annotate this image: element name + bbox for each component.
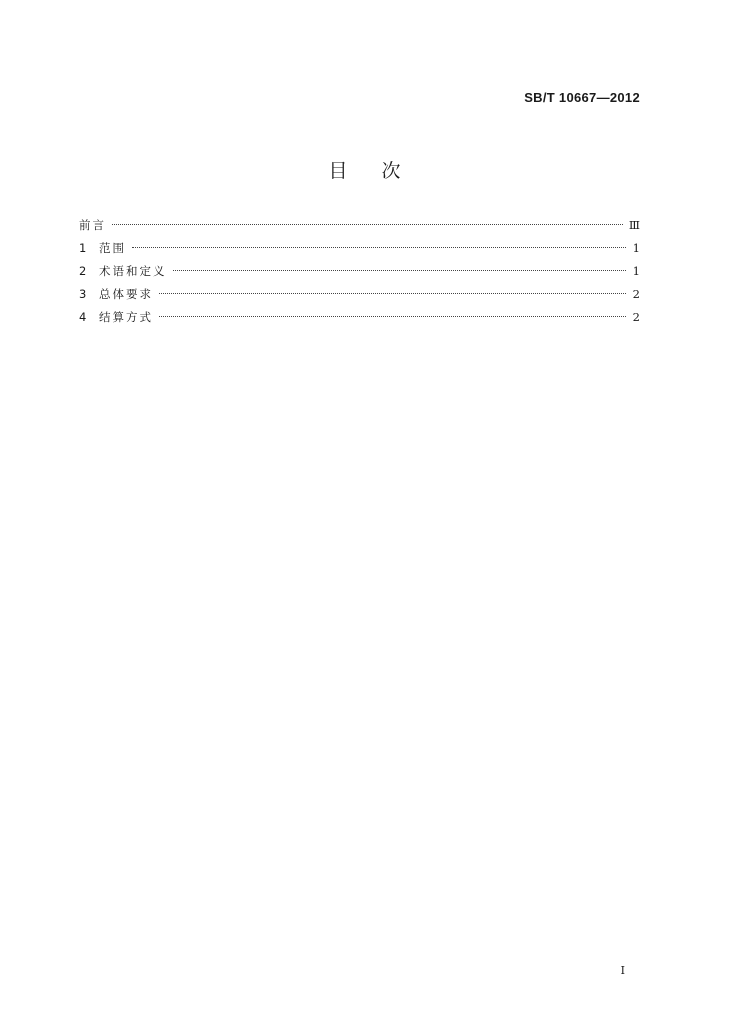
toc-entry-label: 前言	[79, 218, 106, 232]
toc-entry-page: 1	[632, 241, 640, 255]
dot-leader	[173, 270, 627, 271]
toc-entry-scope[interactable]	[79, 237, 640, 260]
toc-entry-page: 2	[632, 310, 640, 324]
toc-entry-number: 2	[79, 264, 87, 278]
table-of-contents	[79, 214, 640, 329]
toc-entry-general-requirements[interactable]	[79, 283, 640, 306]
toc-entry-terms-definitions[interactable]	[79, 260, 640, 283]
standard-number: SB/T 10667—2012	[524, 90, 640, 105]
toc-entry-label: 总体要求	[99, 287, 153, 301]
toc-entry-label: 范围	[99, 241, 126, 255]
toc-entry-settlement-methods[interactable]	[79, 306, 640, 329]
toc-entry-number: 4	[79, 310, 87, 324]
toc-entry-label: 结算方式	[99, 310, 153, 324]
dot-leader	[159, 293, 626, 294]
toc-entry-foreword[interactable]	[79, 214, 640, 237]
page-number: I	[620, 964, 625, 977]
toc-entry-number: 1	[79, 241, 87, 255]
toc-entry-page: 2	[632, 287, 640, 301]
dot-leader	[132, 247, 626, 248]
toc-entry-label: 术语和定义	[99, 264, 167, 278]
toc-entry-page: Ⅲ	[628, 218, 640, 232]
toc-entry-number: 3	[79, 287, 87, 301]
toc-entry-page: 1	[632, 264, 640, 278]
toc-title: 目次	[328, 160, 435, 182]
dot-leader	[112, 224, 623, 225]
dot-leader	[159, 316, 626, 317]
